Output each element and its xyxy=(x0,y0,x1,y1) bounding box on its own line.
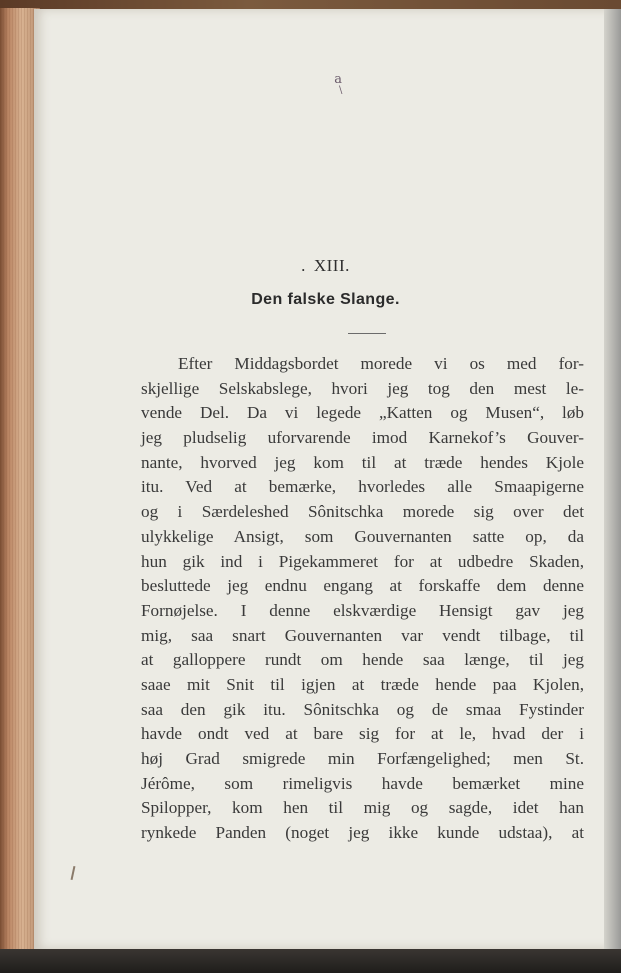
text-line: at galloppere rundt om hende saa længe, til jeg xyxy=(141,650,584,670)
text-line: rynkede Panden (noget jeg ikke kunde udstaa), at xyxy=(141,823,584,843)
page-mark-letter: a xyxy=(334,72,343,87)
text-line: saae mit Snit til igjen at træde hende paa Kjolen, xyxy=(141,674,584,694)
chapter-title: Den falske Slange. xyxy=(251,291,400,308)
text-line: havde ondt ved at bare sig for at le, hvad der i xyxy=(141,724,584,744)
page-right-edge xyxy=(604,9,621,949)
text-line: og i Særdeleshed Sônitschka morede sig over det xyxy=(141,502,584,522)
text-line: Jérôme, som rimeligvis havde bemærket mine xyxy=(141,773,584,793)
scan-bottom-shadow xyxy=(0,949,621,973)
chapter-number: . XIII. xyxy=(301,256,350,275)
text-line: itu. Ved at bemærke, hvorledes alle Smaapigerne xyxy=(141,477,584,497)
body-text xyxy=(141,352,584,846)
text-line: besluttede jeg endnu engang at forskaffe dem denne xyxy=(141,576,584,596)
text-line: mig, saa snart Gouvernanten var vendt tilbage, til xyxy=(141,625,584,645)
text-line: Fornøjelse. I denne elskværdige Hensigt gav jeg xyxy=(141,600,584,620)
text-line: hun gik ind i Pigekammeret for at udbedre Skaden, xyxy=(141,551,584,571)
title-divider xyxy=(348,333,386,334)
text-line: vende Del. Da vi legede „Katten og Musen“, løb xyxy=(141,403,584,423)
text-line: skjellige Selskabslege, hvori jeg tog den mest le- xyxy=(141,378,584,398)
text-line: saa den gik itu. Sônitschka og de smaa Fystinder xyxy=(141,699,584,719)
text-line: høj Grad smigrede min Forfængelighed; men St. xyxy=(141,749,584,768)
page-mark xyxy=(334,73,342,96)
text-line: Efter Middagsbordet morede vi os med for- xyxy=(178,354,584,373)
text-line: Spilopper, kom hen til mig og sagde, idet han xyxy=(141,798,584,818)
page-mark-tick: \ xyxy=(339,85,343,96)
text-line: ulykkelige Ansigt, som Gouvernanten satte op, da xyxy=(141,526,584,546)
text-line: jeg pludselig uforvarende imod Karnekof’s Gouver- xyxy=(141,428,584,448)
text-line: nante, hvorved jeg kom til at træde hendes Kjole xyxy=(141,452,584,472)
chapter-number-text: XIII. xyxy=(313,256,350,275)
